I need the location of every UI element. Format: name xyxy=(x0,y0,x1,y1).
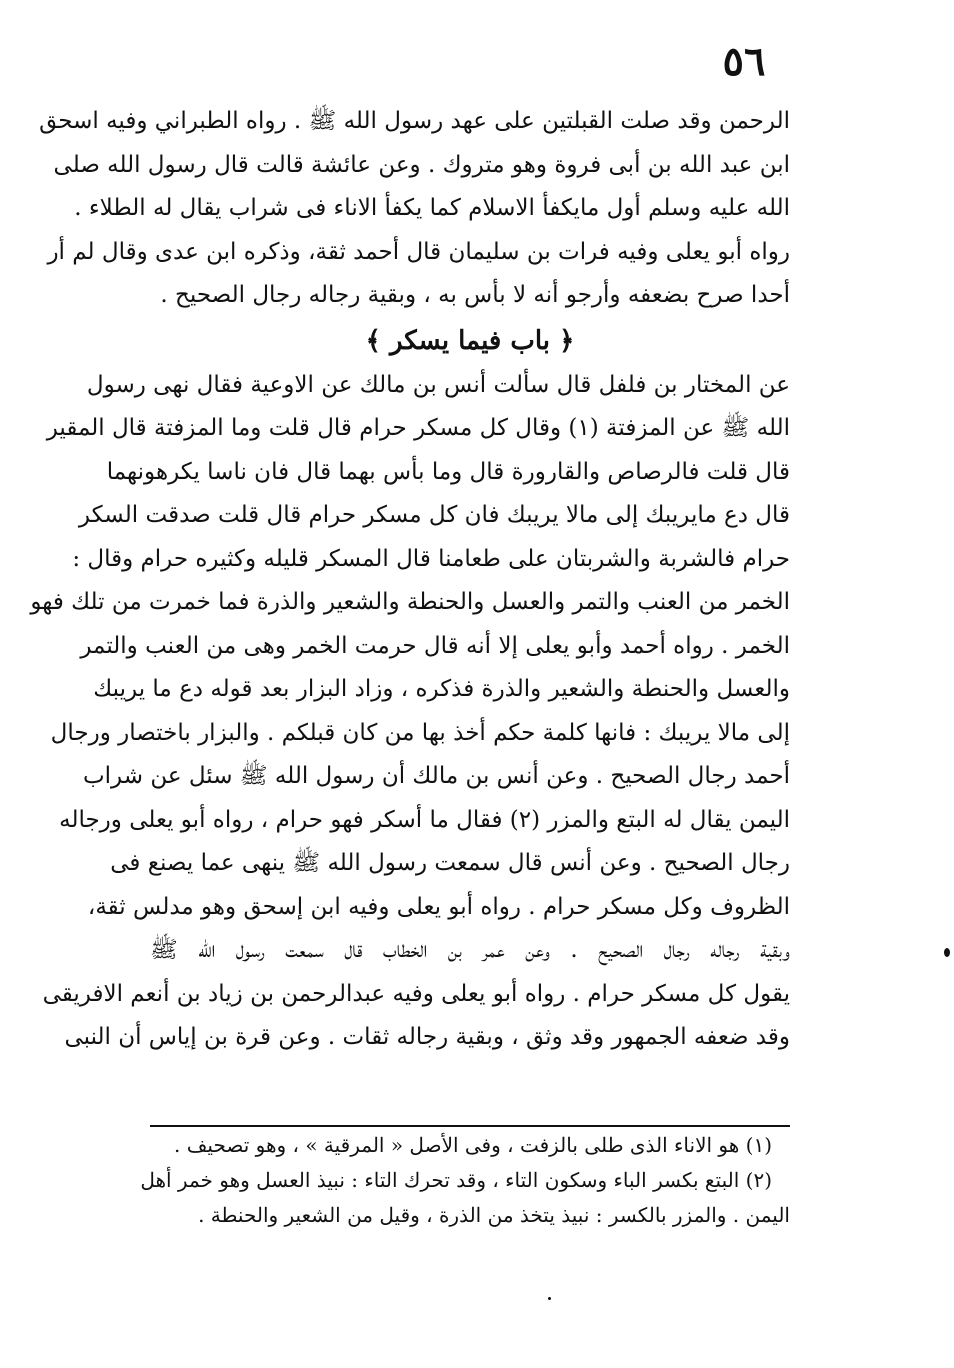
footnote-divider xyxy=(150,1125,790,1127)
text-line: الخمر . رواه أحمد وأبو يعلى إلا أنه قال حرمت الخمر وهى من العنب والتمر xyxy=(80,632,790,659)
footnote-1: (١) هو الاناء الذى طلى بالزفت ، وفى الأصل « المرقية » ، وهو تصحيف . xyxy=(173,1133,772,1157)
scan-edge-mark xyxy=(944,948,950,957)
footnotes xyxy=(140,1128,790,1233)
text-line: وقد ضعفه الجمهور وقد وثق ، وبقية رجاله ثقات . وعن قرة بن إياس أن النبى xyxy=(64,1024,790,1050)
text-line: حرام فالشربة والشربتان على طعامنا قال المسكر قليله وكثيره حرام وقال : xyxy=(72,545,790,572)
text-line: أحدا صرح بضعفه وأرجو أنه لا بأس به ، وبقية رجاله رجال الصحيح . xyxy=(160,282,790,308)
text-line: وبقية رجاله رجال الصحيح . وعن عمر بن الخطاب قال سمعت رسول الله ﷺ xyxy=(150,937,790,963)
text-line: الرحمن وقد صلت القبلتين على عهد رسول الله ﷺ . رواه الطبراني وفيه اسحق xyxy=(39,108,790,134)
text-line: يقول كل مسكر حرام . رواه أبو يعلى وفيه عبدالرحمن بن زياد بن أنعم الافريقى xyxy=(42,980,790,1007)
text-line: الظروف وكل مسكر حرام . رواه أبو يعلى وفيه ابن إسحق وهو مدلس ثقة، xyxy=(87,893,790,920)
text-line: الله عليه وسلم أول مايكفأ الاسلام كما يكفأ الاناء فى شراب يقال له الطلاء . xyxy=(74,195,790,221)
section-heading: ﴿ باب فيما يسكر ﴾ xyxy=(365,325,575,356)
text-line: الخمر من العنب والتمر والعسل والحنطة والشعير والذرة فما خمرت من تلك فهو xyxy=(30,589,790,615)
text-line: اليمن يقال له البتع والمزر (٢) فقال ما أسكر فهو حرام ، رواه أبو يعلى ورجاله xyxy=(59,806,790,833)
text-line: رواه أبو يعلى وفيه فرات بن سليمان قال أحمد ثقة، وذكره ابن عدى وقال لم أر xyxy=(47,238,790,265)
text-line: الله ﷺ عن المزفتة (١) وقال كل مسكر حرام قال قلت وما المزفتة قال المقير xyxy=(46,415,790,441)
text-line: قال دع مايريبك إلى مالا يريبك فان كل مسكر حرام قال قلت صدقت السكر xyxy=(78,502,790,528)
text-line: ابن عبد الله بن أبى فروة وهو متروك . وعن عائشة قالت قال رسول الله صلى xyxy=(53,151,790,178)
text-line: أحمد رجال الصحيح . وعن أنس بن مالك أن رسول الله ﷺ سئل عن شراب xyxy=(83,763,790,789)
text-line: عن المختار بن فلفل قال سألت أنس بن مالك عن الاوعية فقال نهى رسول xyxy=(86,371,790,398)
footnote-2: (٢) البتع بكسر الباء وسكون التاء ، وقد تحرك التاء : نبيذ العسل وهو خمر أهل xyxy=(140,1168,772,1192)
page-number: ٥٦ xyxy=(722,38,766,85)
footnote-2-continued: اليمن . والمزر بالكسر : نبيذ يتخذ من الذرة ، وقيل من الشعير والحنطة . xyxy=(198,1203,790,1227)
text-line: والعسل والحنطة والشعير والذرة فذكره ، وزاد البزار بعد قوله دع ما يريبك xyxy=(93,676,790,702)
text-line: قال قلت فالرصاص والقارورة قال وما بأس بهما قال فان ناسا يكرهونهما xyxy=(106,458,790,485)
text-line: إلى مالا يريبك : فانها كلمة حكم أخذ بها من كان قبلكم . والبزار باختصار ورجال xyxy=(50,719,790,746)
scan-speck xyxy=(548,1297,551,1300)
text-line: رجال الصحيح . وعن أنس قال سمعت رسول الله ﷺ ينهى عما يصنع فى xyxy=(110,850,790,876)
main-text xyxy=(30,100,790,1060)
